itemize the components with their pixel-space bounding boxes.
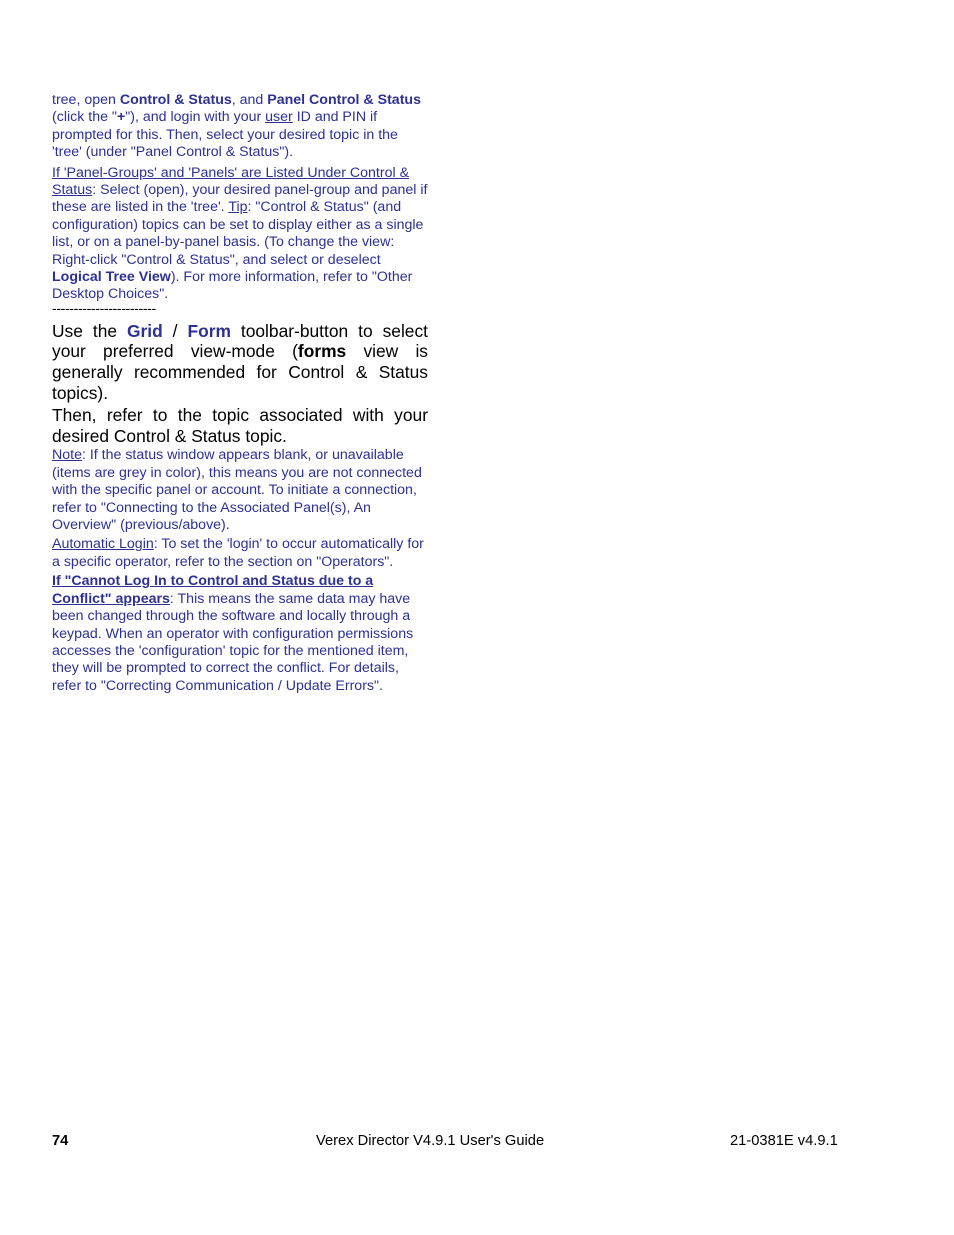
paragraph-login [52,92,428,162]
note-label: Note [52,447,82,464]
text: tree, open [52,92,120,108]
tip-label: Tip [228,199,248,216]
text: (click the " [52,109,117,126]
text: : This means the same data may have been changed through the software and locally through a keypad. When an operator with configuration permissions accesses the 'configuration' topic for the mentioned item, they will be prompted to correct the conflict. For details, refer to "Correcting Communication / Update Errors". [52,590,414,694]
text: : Select (open), your desired panel-group and panel if these are listed in the 'tree'. [52,182,428,216]
paragraph-then-refer: Then, refer to the topic associated with your desired Control & Status topic. [52,405,428,446]
text: , and [231,92,268,108]
main-column [52,92,428,695]
underlined-heading: Automatic Login [52,536,154,553]
footer-title: Verex Director V4.9.1 User's Guide [316,1133,545,1149]
form-button-term: Form [187,320,231,341]
page-number: 74 [52,1133,69,1149]
text: Use the [52,320,127,341]
paragraph-conflict [52,573,428,695]
footer-doc-number: 21-0381E v4.9.1 [730,1133,838,1149]
text: ID and PIN if prompted for this. Then, select your desired topic in the 'tree' (under "Panel Control & Status"). [52,109,398,161]
bold-text: Control & Status [119,92,232,108]
paragraph-automatic-login [52,536,428,571]
paragraph-note [52,447,428,534]
underlined-heading: If 'Panel-Groups' and 'Panels' are Listed Under Control & Status [52,164,410,199]
underlined-bold-heading: If "Cannot Log In to Control and Status due to a Conflict" appears [52,573,374,607]
dash-separator: ------------------------ [52,303,156,314]
text: : If the status window appears blank, or unavailable (items are grey in color), this means you are not connected with the specific panel or account. To initiate a connection, refer to "Connecting to the Associated Panel(s), An Overview" (previous/above). [52,447,422,534]
bold-text: forms [297,341,347,362]
text: : "Control & Status" (and configuration) topics can be set to display either as a single list, or on a panel-by-panel basis. (To change the view: Right-click "Control & Status", and select or deselect [52,199,424,268]
text: : To set the 'login' to occur automatically for a specific operator, refer to the section on "Operators". [52,536,424,570]
bold-text: Panel Control & Status [267,92,421,108]
bold-text: Logical Tree View [52,269,171,286]
text: / [162,320,188,341]
text: "), and login with your [125,109,266,126]
paragraph-grid-form [52,321,428,403]
text: view is generally recommended for Control & Status topics). [52,341,429,403]
text: toolbar-button to select your preferred view-mode ( [52,320,429,362]
text: ). For more information, refer to "Other Desktop Choices". [52,269,413,303]
grid-button-term: Grid [126,320,163,341]
underlined-term: user [265,109,293,126]
paragraph-panel-groups [52,165,428,304]
bold-text: + [116,109,126,126]
